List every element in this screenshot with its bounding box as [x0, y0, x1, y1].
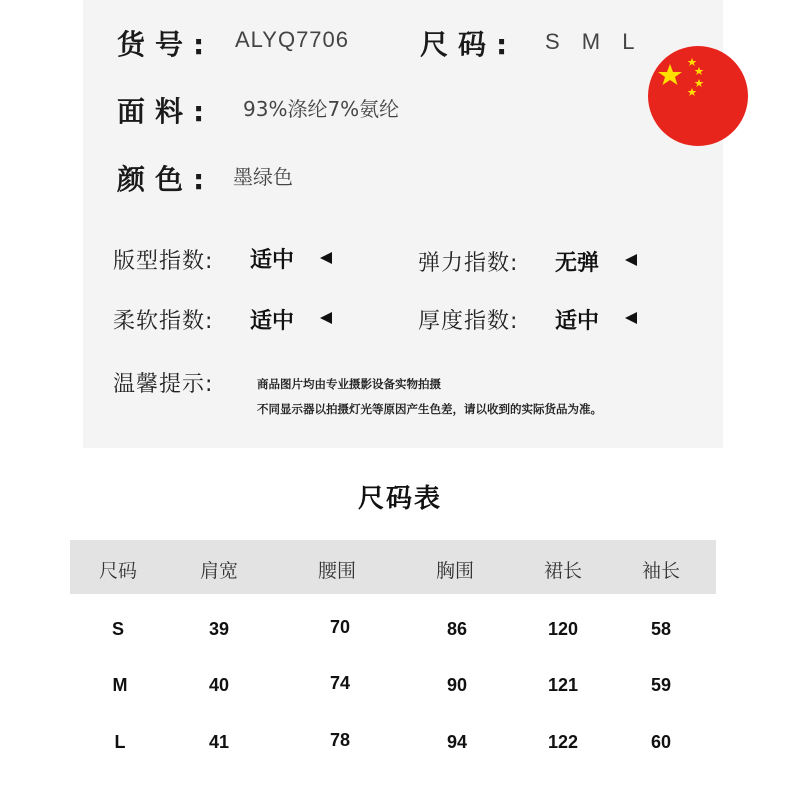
fit-index-value: 适中: [250, 248, 295, 273]
color-value: 墨绿色: [233, 165, 293, 189]
stretch-index-value: 无弹: [555, 251, 600, 276]
size-table-cell: L: [114, 732, 126, 752]
size-table-header-cell: 肩宽: [199, 560, 239, 582]
thickness-index-label: 厚度指数:: [418, 309, 519, 334]
fabric-value: 93%涤纶7%氨纶: [243, 97, 400, 121]
left-arrow-icon: [320, 312, 332, 324]
size-table-cell: 78: [329, 730, 351, 750]
left-arrow-icon: [625, 254, 637, 266]
size-label: 尺码:: [420, 28, 518, 61]
fabric-label: 面料:: [117, 95, 215, 128]
tip-label: 温馨提示:: [113, 372, 214, 397]
size-table-cell: S: [111, 619, 125, 639]
size-table-cell: 39: [208, 619, 230, 639]
size-table-header-cell: 胸围: [435, 560, 475, 582]
china-flag-icon: [648, 46, 748, 146]
size-table-cell: 41: [208, 732, 230, 752]
tip-line-1: 商品图片均由专业摄影设备实物拍摄: [257, 377, 441, 391]
size-table-cell: 90: [446, 675, 468, 695]
size-table-cell: 70: [329, 617, 351, 637]
size-value: S M L: [545, 29, 643, 54]
fit-index-label: 版型指数:: [113, 249, 214, 274]
size-table-header-cell: 尺码: [98, 560, 138, 582]
size-table-cell: 120: [547, 619, 579, 639]
size-table-cell: 94: [446, 732, 468, 752]
size-table-header-cell: 裙长: [543, 560, 583, 582]
size-table-cell: 40: [208, 675, 230, 695]
size-table-cell: M: [112, 675, 128, 695]
size-table-header: [70, 540, 716, 594]
item-no-label: 货号:: [117, 28, 215, 61]
size-table-header-cell: 袖长: [641, 560, 681, 582]
left-arrow-icon: [625, 312, 637, 324]
left-arrow-icon: [320, 252, 332, 264]
size-table-cell: 122: [547, 732, 579, 752]
tip-line-2: 不同显示器以拍摄灯光等原因产生色差，请以收到的实际货品为准。: [257, 402, 602, 416]
size-table-cell: 60: [650, 732, 672, 752]
stretch-index-label: 弹力指数:: [418, 251, 519, 276]
size-table-cell: 86: [446, 619, 468, 639]
size-table-cell: 74: [329, 673, 351, 693]
thickness-index-value: 适中: [555, 309, 600, 334]
color-label: 颜色:: [117, 163, 215, 196]
size-table-cell: 59: [650, 675, 672, 695]
size-table-title: 尺码表: [357, 484, 442, 514]
size-table-cell: 121: [547, 675, 579, 695]
item-no-value: ALYQ7706: [235, 27, 350, 52]
size-table-cell: 58: [650, 619, 672, 639]
softness-index-value: 适中: [250, 309, 295, 334]
softness-index-label: 柔软指数:: [113, 309, 214, 334]
size-table-header-cell: 腰围: [317, 560, 357, 582]
